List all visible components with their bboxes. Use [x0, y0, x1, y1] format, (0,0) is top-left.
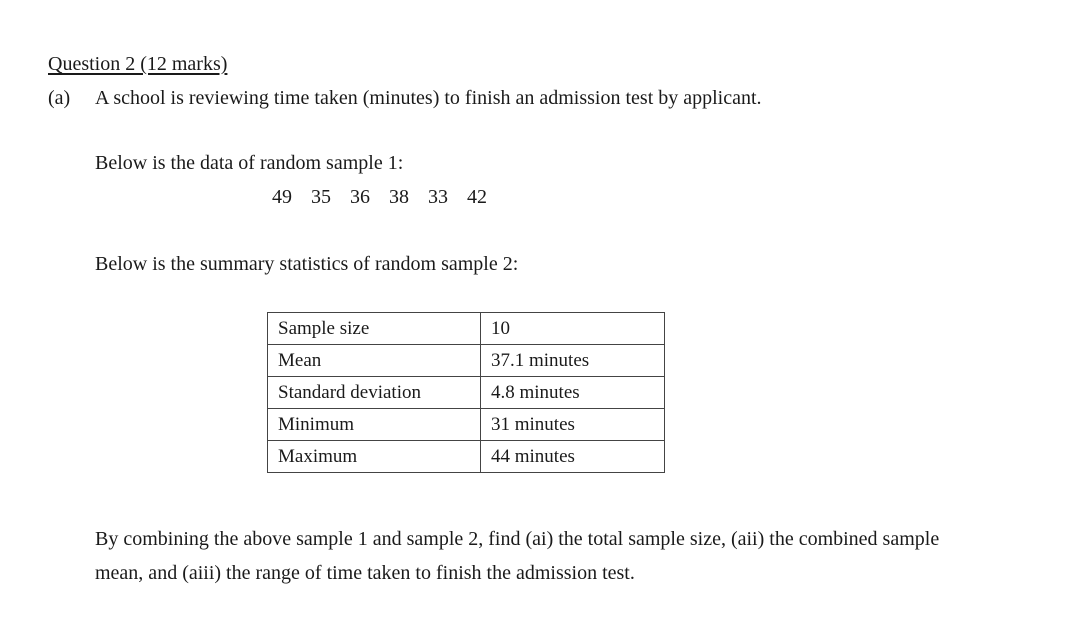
stat-label: Minimum	[268, 409, 481, 441]
stat-value: 44 minutes	[481, 441, 665, 473]
stat-label: Sample size	[268, 313, 481, 345]
stat-value: 37.1 minutes	[481, 345, 665, 377]
sample1-data	[272, 186, 487, 209]
stat-label: Maximum	[268, 441, 481, 473]
sample1-intro: Below is the data of random sample 1:	[95, 152, 404, 174]
sample1-value: 42	[467, 186, 487, 208]
stat-label: Mean	[268, 345, 481, 377]
part-label: (a)	[48, 87, 71, 109]
stat-label: Standard deviation	[268, 377, 481, 409]
instruction-line: By combining the above sample 1 and sample 2, find (ai) the total sample size, (aii) the combined sample	[95, 528, 940, 550]
stat-value: 31 minutes	[481, 409, 665, 441]
sample1-value: 49	[272, 186, 292, 208]
sample1-value: 33	[428, 186, 448, 208]
summary-statistics-table	[267, 312, 665, 473]
instruction-line: mean, and (aiii) the range of time taken to finish the admission test.	[95, 562, 635, 584]
sample1-value: 35	[311, 186, 331, 208]
question-title: Question 2 (12 marks)	[48, 53, 228, 75]
table-row	[268, 409, 665, 441]
table-row	[268, 345, 665, 377]
part-text: A school is reviewing time taken (minutes) to finish an admission test by applicant.	[95, 87, 762, 109]
sample1-value: 38	[389, 186, 409, 208]
table-row	[268, 313, 665, 345]
sample1-value: 36	[350, 186, 370, 208]
stat-value: 10	[481, 313, 665, 345]
table-row	[268, 441, 665, 473]
instruction-paragraph	[95, 522, 1055, 590]
table-row	[268, 377, 665, 409]
stat-value: 4.8 minutes	[481, 377, 665, 409]
sample2-intro: Below is the summary statistics of random sample 2:	[95, 253, 519, 275]
